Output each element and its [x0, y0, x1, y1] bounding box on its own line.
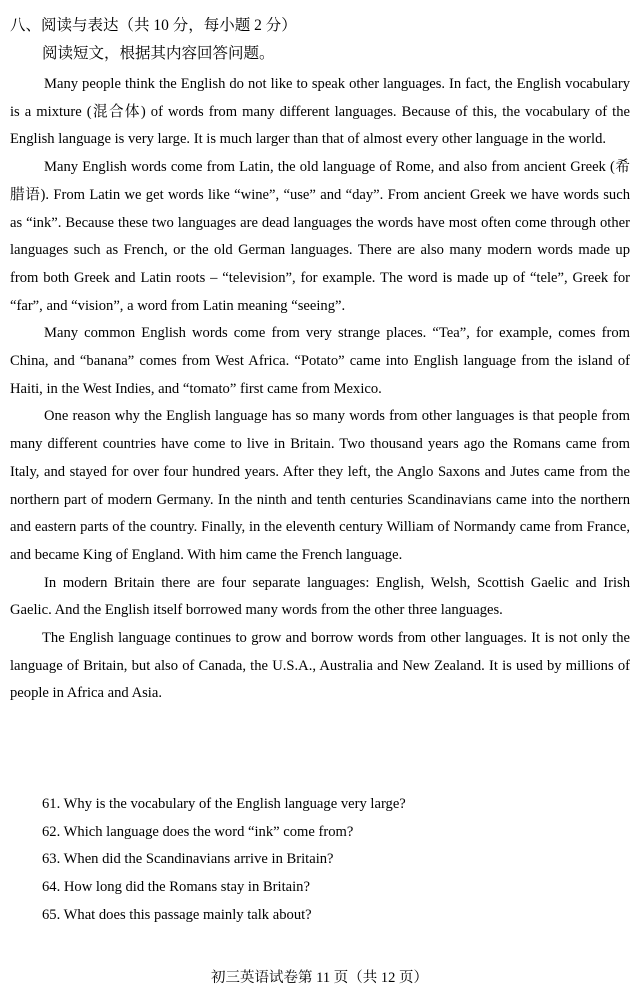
question-list: [42, 791, 630, 930]
question-61: 61. Why is the vocabulary of the English language very large?: [42, 796, 406, 812]
passage-paragraph-2: Many English words come from Latin, the old language of Rome, and also from ancient Greek (希腊语). From Latin we get words like “wine”, “use” and “day”. From ancient Greek we have words such as “ink”. Because these two languages are dead languages the words have most often come through other languages such as French, or the old German languages. There are also many modern words made up from both Greek and Latin roots – “television”, for example. The word is made up of “tele”, Greek for “far”, and “vision”, a word from Latin meaning “seeing”.: [10, 159, 630, 314]
question-62: 62. Which language does the word “ink” come from?: [42, 823, 354, 840]
question-64: 64. How long did the Romans stay in Britain?: [42, 879, 310, 896]
passage-paragraph-3: Many common English words come from very strange places. “Tea”, for example, comes from China, and “banana” comes from West Africa. “Potato” came into English language from the island of Haiti, in the West Indies, and “tomato” first came from Mexico.: [10, 325, 630, 397]
question-65: 65. What does this passage mainly talk about?: [42, 906, 312, 923]
passage-paragraph-4: One reason why the English language has so many words from other languages is that people from many different countries have come to live in Britain. Two thousand years ago the Romans came from Italy, and stayed for over four hundred years. After they left, the Anglo Saxons and Jutes came from the northern part of modern Germany. In the ninth and tenth centuries Scandinavians came into the northern and eastern parts of the country. Finally, in the eleventh century William of Normandy came from France, and became King of England. With him came the French language.: [10, 408, 630, 563]
section-instruction: 阅读短文，根据其内容回答问题。: [42, 45, 275, 62]
passage-paragraph-5: In modern Britain there are four separate languages: English, Welsh, Scottish Gaelic and Irish Gaelic. And the English itself borrowed many words from the other three languages.: [10, 574, 630, 619]
passage-paragraph-1: Many people think the English do not like to speak other languages. In fact, the English vocabulary is a mixture (混合体) of words from many different languages. Because of this, the vocabulary of the English language is very large. It is much larger than that of almost every other language in the world.: [10, 76, 630, 148]
reading-passage: [10, 71, 630, 708]
page-footer: 初三英语试卷第 11 页（共 12 页）: [211, 970, 428, 986]
question-63: 63. When did the Scandinavians arrive in Britain?: [42, 851, 334, 868]
passage-paragraph-6: The English language continues to grow and borrow words from other languages. It is not only the language of Britain, but also of Canada, the U.S.A., Australia and New Zealand. It is used by millions of people in Africa and Asia.: [10, 630, 630, 702]
section-title: 八、阅读与表达（共 10 分，每小题 2 分）: [10, 17, 297, 34]
